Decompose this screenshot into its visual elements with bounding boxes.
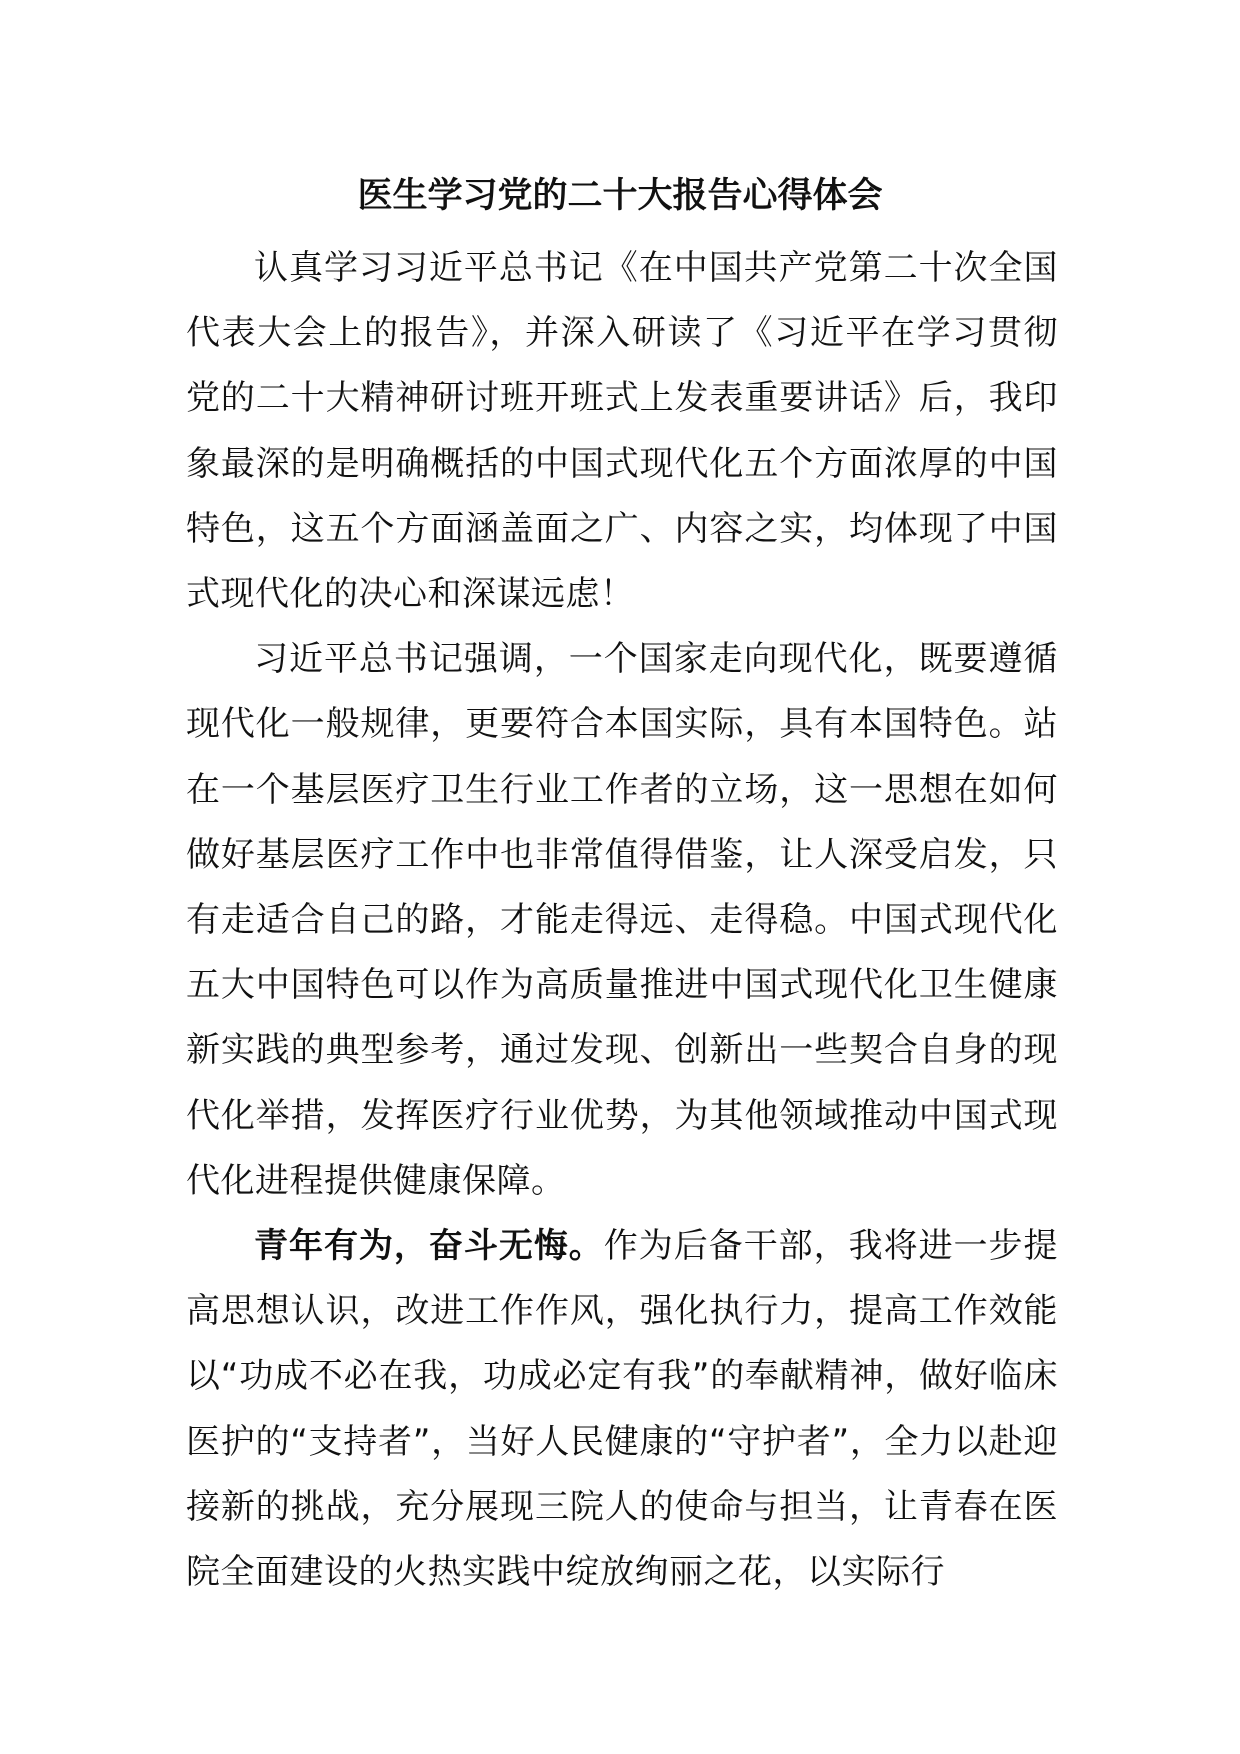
paragraph-2-text: 习近平总书记强调，一个国家走向现代化，既要遵循现代化一般规律，更要符合本国实际，具有本国特色。站在一个基层医疗卫生行业工作者的立场，这一思想在如何做好基层医疗工作中也非常值得借鉴，让人深受启发，只有走适合自己的路，才能走得远、走得稳。中国式现代化五大中国特色可以作为高质量推进中国式现代化卫生健康新实践的典型参考，通过发现、创新出一些契合自身的现代化举措，发挥医疗行业优势，为其他领域推动中国式现代化进程提供健康保障。: [186, 639, 1058, 1201]
paragraph-3-text: 作为后备干部，我将进一步提高思想认识，改进工作作风，强化执行力，提高工作效能以“功成不必在我，功成必定有我”的奉献精神，做好临床医护的“支持者”，当好人民健康的“守护者”，全力以赴迎接新的挑战，充分展现三院人的使命与担当，让青春在医院全面建设的火热实践中绽放绚丽之花，以实际行: [186, 1226, 1059, 1593]
paragraph-2: [186, 627, 1058, 1214]
paragraph-1-text: 认真学习习近平总书记《在中国共产党第二十次全国代表大会上的报告》，并深入研读了《习近平在学习贯彻党的二十大精神研讨班开班式上发表重要讲话》后，我印象最深的是明确概括的中国式现代化五个方面浓厚的中国特色，这五个方面涵盖面之广、内容之实，均体现了中国式现代化的决心和深谋远虑！: [186, 248, 1058, 615]
document-body: [186, 236, 1058, 1605]
document-title: 医生学习党的二十大报告心得体会: [357, 176, 883, 216]
paragraph-1: [186, 236, 1058, 627]
paragraph-3-lead: 青年有为，奋斗无悔。: [254, 1226, 604, 1267]
paragraph-3: [186, 1214, 1058, 1605]
